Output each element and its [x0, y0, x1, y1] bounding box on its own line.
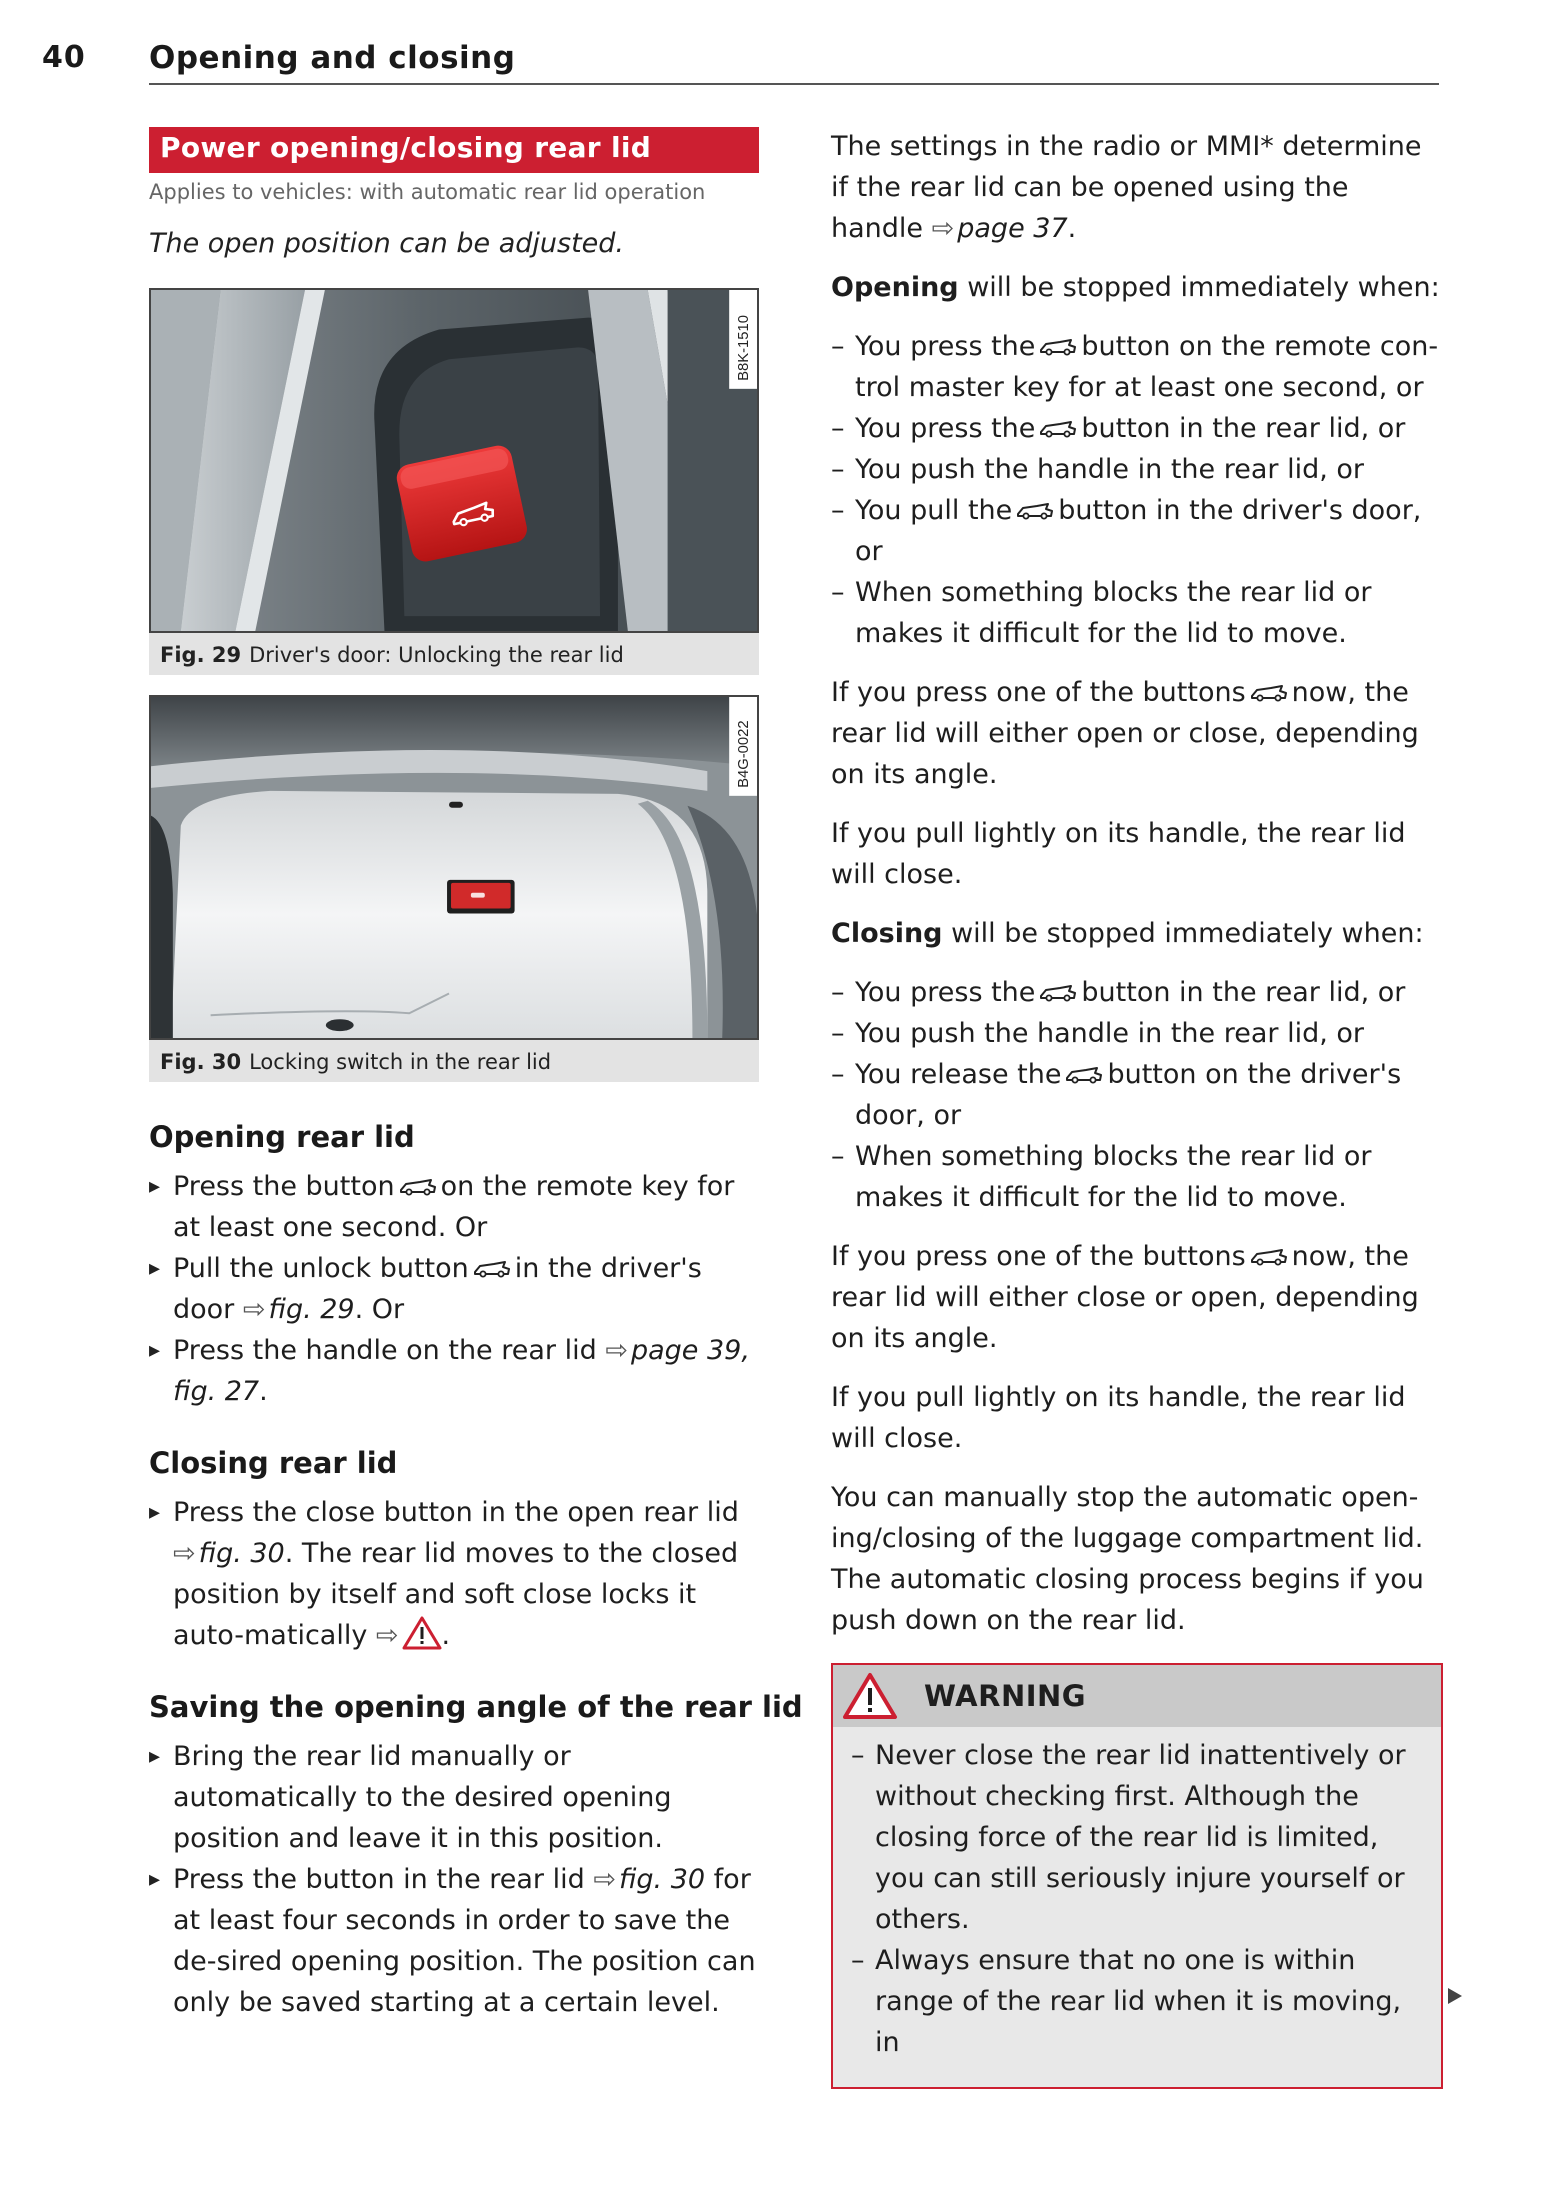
pull-handle-paragraph-1: If you pull lightly on its handle, the rear lid will close. — [831, 818, 1406, 890]
figure-29-code: B8K-1510 — [736, 315, 753, 381]
right-column — [831, 126, 1443, 2089]
list-item: – You push the handle in the rear lid, or — [831, 449, 1443, 490]
list-item: – You release the button on the driver's door, or — [831, 1054, 1443, 1136]
figure-30-code: B4G-0022 — [736, 720, 753, 788]
closing-step-1: ▸ Press the close button in the open rear lid ⇨ fig. 30. The rear lid moves to the closed position by itself and soft close locks it auto-matically ⇨ . — [149, 1492, 759, 1656]
opening-steps — [149, 1166, 759, 1412]
figure-30-image — [149, 695, 759, 1040]
figure-29-label: Fig. 29 — [160, 643, 242, 667]
rear-lid-icon — [472, 1259, 512, 1279]
rear-lid-icon — [1038, 337, 1078, 357]
opening-stop-list — [831, 326, 1443, 654]
list-item: – Always ensure that no one is within range of the rear lid when it is moving, in — [851, 1940, 1427, 2063]
pull-handle-paragraph-2: If you pull lightly on its handle, the rear lid will close. — [831, 1382, 1406, 1454]
closing-stop-list — [831, 972, 1443, 1218]
opening-step-2: ▸ Pull the unlock button in the driver's door ⇨ fig. 29. Or — [149, 1248, 759, 1330]
saving-steps — [149, 1736, 759, 2023]
opening-step-1: ▸ Press the button on the remote key for at least one second. Or — [149, 1166, 759, 1248]
reference-arrow-icon: ⇨ — [605, 1335, 628, 1366]
rear-lid-icon — [1249, 683, 1289, 703]
header-divider — [149, 83, 1439, 85]
warning-triangle-icon[interactable] — [402, 1616, 442, 1650]
page-39-link[interactable]: page 39, fig. 27 — [173, 1335, 750, 1407]
warning-header — [833, 1665, 1441, 1727]
list-item: – You press the button in the rear lid, or — [831, 972, 1443, 1013]
figure-30-label: Fig. 30 — [160, 1050, 242, 1074]
rear-lid-icon — [1064, 1065, 1104, 1085]
warning-triangle-icon — [842, 1672, 898, 1720]
rear-lid-icon — [1038, 419, 1078, 439]
continue-arrow-icon[interactable] — [1446, 1986, 1464, 2006]
rear-lid-icon — [1038, 983, 1078, 1003]
press-buttons-open-paragraph: If you press one of the buttons now, the rear lid will either open or close, depending on its angle. — [831, 677, 1419, 790]
rear-lid-icon — [398, 1177, 438, 1197]
figure-29-caption — [149, 633, 759, 675]
figure-30-caption — [149, 1040, 759, 1082]
reference-arrow-icon: ⇨ — [931, 213, 955, 244]
figure-30-caption-text: Locking switch in the rear lid — [249, 1050, 552, 1074]
settings-paragraph: The settings in the radio or MMI* determine if the rear lid can be opened using the handle ⇨ page 37. — [831, 131, 1422, 244]
list-item: – You press the button on the remote con-trol master key for at least one second, or — [831, 326, 1443, 408]
page-number: 40 — [42, 40, 86, 75]
opening-stopped-lead: Opening will be stopped immediately when: — [831, 272, 1440, 303]
list-item: – You pull the button in the driver's door, or — [831, 490, 1443, 572]
warning-box — [831, 1663, 1443, 2089]
rear-lid-icon — [1249, 1247, 1289, 1267]
closing-steps — [149, 1492, 759, 1656]
reference-arrow-icon: ⇨ — [173, 1538, 196, 1569]
figure-29 — [149, 288, 759, 675]
list-item: – When something blocks the rear lid or makes it difficult for the lid to move. — [831, 572, 1443, 654]
warning-list — [833, 1727, 1441, 2069]
left-column — [149, 127, 803, 2023]
opening-step-3: ▸ Press the handle on the rear lid ⇨ page 39, fig. 27. — [149, 1330, 759, 1412]
rear-lid-icon — [1015, 501, 1055, 521]
saving-heading: Saving the opening angle of the rear lid — [149, 1690, 803, 1724]
fig-30-link[interactable]: fig. 30 — [618, 1864, 706, 1895]
reference-arrow-icon: ⇨ — [375, 1620, 399, 1651]
list-item: – You press the button in the rear lid, or — [831, 408, 1443, 449]
saving-step-2: ▸ Press the button in the rear lid ⇨ fig. 30 for at least four seconds in order to save the de-sired opening position. The position can only be saved starting at a certain level. — [149, 1859, 759, 2023]
reference-arrow-icon: ⇨ — [242, 1294, 266, 1325]
press-buttons-close-paragraph: If you press one of the buttons now, the rear lid will either close or open, depending on its angle. — [831, 1241, 1419, 1354]
list-item: – When something blocks the rear lid or makes it difficult for the lid to move. — [831, 1136, 1443, 1218]
list-item: – Never close the rear lid inattentively or without checking first. Although the closing force of the rear lid is limited, you can still seriously injure yourself or others. — [851, 1735, 1427, 1940]
saving-step-1: ▸ Bring the rear lid manually or automatically to the desired opening position and leave it in this position. — [149, 1736, 759, 1859]
page-title: Opening and closing — [149, 40, 516, 76]
figure-29-image — [149, 288, 759, 633]
manual-stop-paragraph: You can manually stop the automatic open-ing/closing of the luggage compartment lid. The automatic closing process begins if you push down on the rear lid. — [831, 1482, 1424, 1636]
intro-text: The open position can be adjusted. — [149, 228, 624, 259]
opening-heading: Opening rear lid — [149, 1120, 415, 1154]
closing-stopped-lead: Closing will be stopped immediately when: — [831, 918, 1424, 949]
figure-29-caption-text: Driver's door: Unlocking the rear lid — [249, 643, 624, 667]
figure-30 — [149, 695, 759, 1082]
fig-30-link[interactable]: fig. 30 — [198, 1538, 285, 1569]
fig-29-link[interactable]: fig. 29 — [268, 1294, 355, 1325]
reference-arrow-icon: ⇨ — [593, 1864, 616, 1895]
page-37-link[interactable]: page 37 — [957, 213, 1068, 244]
section-banner: Power opening/closing rear lid — [149, 127, 759, 173]
closing-heading: Closing rear lid — [149, 1446, 398, 1480]
applies-note: Applies to vehicles: with automatic rear lid operation — [149, 180, 706, 204]
list-item: – You push the handle in the rear lid, or — [831, 1013, 1443, 1054]
warning-title: WARNING — [924, 1679, 1087, 1713]
